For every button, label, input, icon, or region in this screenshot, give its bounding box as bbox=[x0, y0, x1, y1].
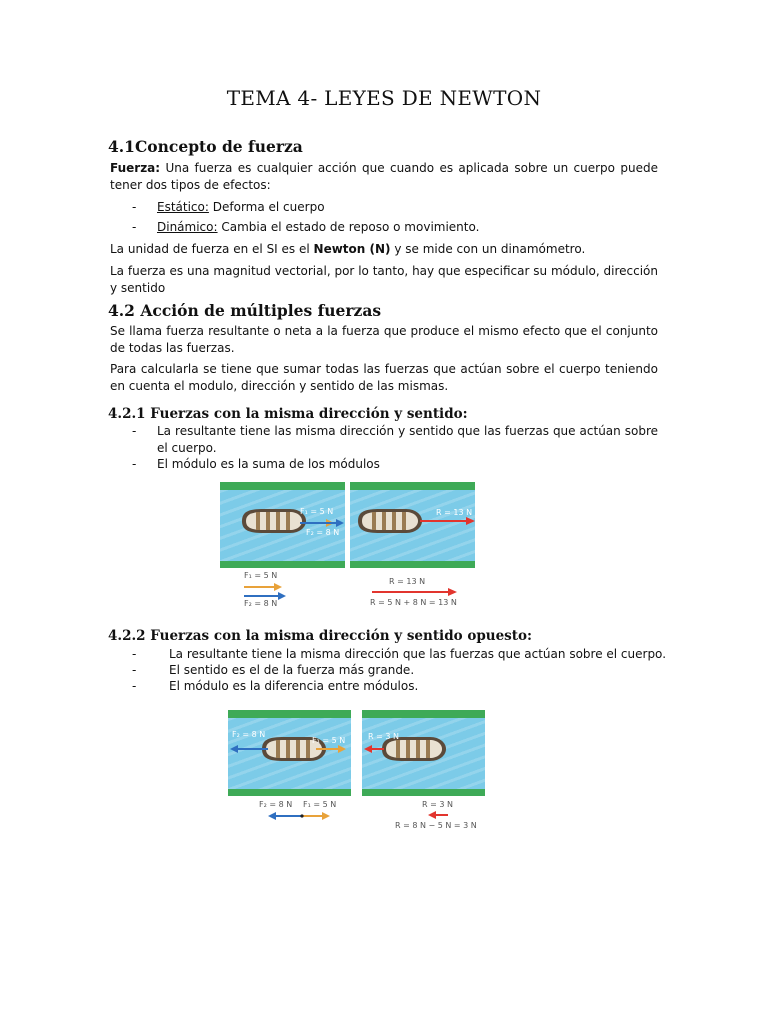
legend-r-arrow bbox=[428, 811, 450, 819]
legend-f2: F₂ = 8 N bbox=[244, 599, 278, 608]
legend-sum: R = 5 N + 8 N = 13 N bbox=[370, 598, 457, 607]
legend-f1: F₁ = 5 N bbox=[244, 571, 278, 580]
r-label: R = 13 N bbox=[436, 508, 473, 517]
boat-illustration bbox=[354, 507, 424, 535]
f2-arrow bbox=[300, 519, 344, 527]
estatico-text: Deforma el cuerpo bbox=[212, 200, 325, 214]
document-page: TEMA 4- LEYES DE NEWTON 4.1Concepto de fuerza Fuerza: Una fuerza es cualquier acción que cuando es aplicada sobre un cuerpo puede tener dos tipos de efectos: - Estático: Deforma el cuerpo - Dinámico: Cambia el estado de reposo o movimiento. La unidad de fuerza en el SI es el Newton (N) y se mide con un dinamómetro. La fuerza es una magnitud vectorial, por lo tanto, hay que especificar su módulo, dirección y sentido 4.2 Acción de múltiples fuerzas Se llama fuerza resultante o neta a la fuerza que produce el mismo efecto que el conjunto de todas las fuerzas. Para calcularla se tiene que sumar todas las fuerzas que actúan sobre el cuerpo teniendo en cuenta el modulo, dirección y sentido de las mismas. 4.2.1 Fuerzas con la misma dirección y sentido: - La resultante tiene las misma dirección y sentido que las fuerzas que actúan sobre el cuerpo. - El módulo es la suma de los módulos F₁ = 5 N F₂ = 8 N R = 13 N F₁ = 5 N F₂ = 8 N R = 13 N R = 5 N + 8 N = 13 N 4.2.2 Fuerzas con la misma dirección y sentido opuesto: - La resultante tiene la misma dirección que las fuerzas que actúan sobre el cuerpo. - El sentido es el de la fuerza más grande. - El módulo es la diferencia entre módulos. F₂ = 8 N F₁ = 5 N R = 3 N F₂ = 8 N F₁ = 5 N R = 3 N R = 8 N − 5 N = 3 N bbox=[0, 0, 768, 1024]
f2-arrow-left bbox=[230, 745, 270, 753]
section-heading-4-2: 4.2 Acción de múltiples fuerzas bbox=[108, 301, 382, 320]
legend-diff: R = 8 N − 5 N = 3 N bbox=[395, 821, 477, 830]
f2-label: F₂ = 8 N bbox=[232, 730, 266, 739]
figure-panel-two-forces bbox=[220, 482, 345, 568]
paragraph-fuerza-resultante: Se llama fuerza resultante o neta a la fuerza que produce el mismo efecto que el conjunto de todas las fuerzas. bbox=[110, 324, 658, 355]
section-heading-4-2-2: 4.2.2 Fuerzas con la misma dirección y sentido opuesto: bbox=[108, 628, 533, 644]
f1-label: F₁ = 5 N bbox=[300, 507, 334, 516]
legend-r: R = 3 N bbox=[422, 800, 453, 809]
fuerza-definition-text: Una fuerza es cualquier acción que cuando es aplicada sobre un cuerpo puede tener dos tipos de efectos: bbox=[110, 161, 658, 192]
resultant-arrow bbox=[420, 517, 475, 525]
unidad-text-post: y se mide con un dinamómetro. bbox=[394, 242, 586, 256]
f1-label: F₁ = 5 N bbox=[312, 736, 346, 745]
f1-arrow-right bbox=[316, 745, 348, 753]
list-item-text: La resultante tiene la misma dirección que las fuerzas que actúan sobre el cuerpo. bbox=[169, 647, 667, 661]
list-item-text: El módulo es la diferencia entre módulos. bbox=[169, 679, 419, 693]
resultant-arrow-left bbox=[364, 745, 386, 753]
boat-illustration bbox=[238, 507, 308, 535]
newton-unit: Newton (N) bbox=[313, 242, 391, 256]
page-title: TEMA 4- LEYES DE NEWTON bbox=[226, 86, 542, 110]
list-item-text: La resultante tiene las misma dirección y sentido que las fuerzas que actúan sobre el cuerpo. bbox=[157, 424, 658, 455]
paragraph-unidad-fuerza bbox=[110, 241, 658, 258]
paragraph-fuerza-definition bbox=[110, 160, 658, 193]
figure-panel-resultant bbox=[350, 482, 475, 568]
legend-f2: F₂ = 8 N bbox=[259, 800, 293, 809]
r-label: R = 3 N bbox=[368, 732, 399, 741]
section-heading-4-1: 4.1Concepto de fuerza bbox=[108, 137, 303, 156]
section-heading-4-2-1: 4.2.1 Fuerzas con la misma dirección y sentido: bbox=[108, 406, 468, 422]
dinamico-text: Cambia el estado de reposo o movimiento. bbox=[221, 220, 480, 234]
paragraph-magnitud-vectorial: La fuerza es una magnitud vectorial, por lo tanto, hay que especificar su módulo, dirección y sentido bbox=[110, 264, 658, 295]
list-item-text: El sentido es el de la fuerza más grande. bbox=[169, 663, 415, 677]
figure-panel-opposite-forces bbox=[228, 710, 351, 796]
dinamico-label: Dinámico: bbox=[157, 220, 218, 234]
fuerza-label: Fuerza: bbox=[110, 161, 161, 175]
legend-f1: F₁ = 5 N bbox=[303, 800, 337, 809]
legend-opposite-arrows bbox=[268, 812, 332, 820]
estatico-label: Estático: bbox=[157, 200, 209, 214]
legend-r: R = 13 N bbox=[389, 577, 426, 586]
legend-r-arrow bbox=[372, 588, 458, 596]
legend-f1-arrow bbox=[244, 583, 284, 591]
f2-label: F₂ = 8 N bbox=[306, 528, 340, 537]
list-item-text: El módulo es la suma de los módulos bbox=[157, 457, 380, 471]
paragraph-calcularla: Para calcularla se tiene que sumar todas las fuerzas que actúan sobre el cuerpo teniendo en cuenta el modulo, dirección y sentido de las mismas. bbox=[110, 362, 658, 393]
unidad-text-pre: La unidad de fuerza en el SI es el bbox=[110, 242, 310, 256]
figure-panel-opposite-resultant bbox=[362, 710, 485, 796]
